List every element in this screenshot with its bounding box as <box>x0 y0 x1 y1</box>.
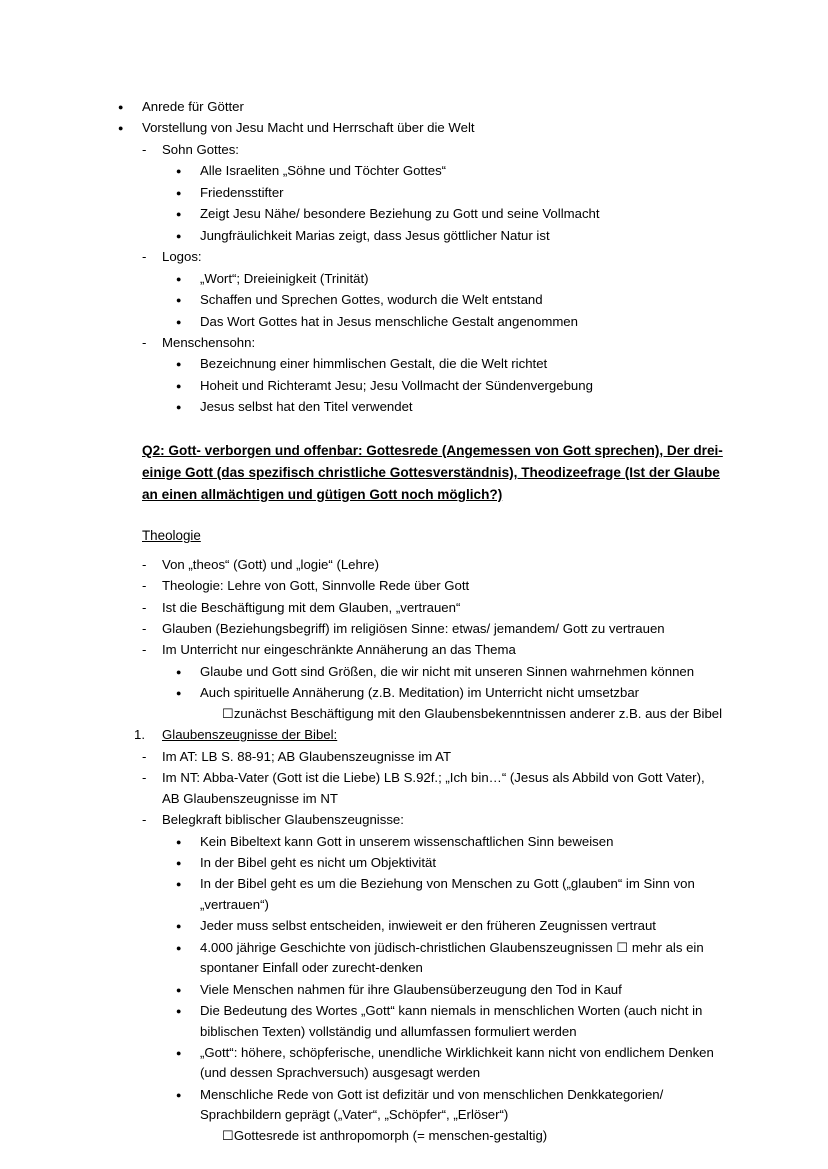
list-item-belegkraft <box>104 810 724 1146</box>
group-sohn-gottes <box>104 140 724 246</box>
list-item: - Von „theos“ (Gott) und „logie“ (Lehre) <box>104 555 724 575</box>
list-item: ● Vorstellung von Jesu Macht und Herrschaft über die Welt <box>104 118 724 138</box>
group-menschensohn <box>104 333 724 418</box>
group-bullets <box>162 269 724 332</box>
group-label: Menschensohn: <box>162 334 256 350</box>
section-title-theologie: Theologie <box>142 527 201 543</box>
top-leading-bullets <box>104 97 724 139</box>
list-item: ● In der Bibel geht es um die Beziehung von Menschen zu Gott („glauben“ im Sinn von „vertrauen“) <box>162 874 724 915</box>
list-item: ● „Gott“: höhere, schöpferische, unendliche Wirklichkeit kann nicht von endlichem Denken (und dessen Sprachversuch) ausgesagt werden <box>162 1043 724 1084</box>
list-item-label: Menschliche Rede von Gott ist defizitär und von menschlichen Denkkategorien/ Sprachbildern geprägt („Vater“, „Schöpfer“, „Erlöser“) <box>200 1086 664 1123</box>
list-item: ● Das Wort Gottes hat in Jesus menschliche Gestalt angenommen <box>162 312 724 332</box>
list-item-label: Im Unterricht nur eingeschränkte Annäherung an das Thema <box>162 642 516 658</box>
list-item-label: Auch spirituelle Annäherung (z.B. Meditation) im Unterricht nicht umsetzbar <box>200 685 640 701</box>
list-item: - Glauben (Beziehungsbegriff) im religiösen Sinne: etwas/ jemandem/ Gott zu vertrauen <box>104 619 724 639</box>
top-section-groups <box>104 140 724 418</box>
q2-heading: Q2: Gott- verborgen und offenbar: Gottesrede (Angemessen von Gott sprechen), Der drei-einige Gott (das spezifisch christliche Gottesverständnis), Theodizeefrage (Ist der Glaube an einen allmächtigen und gütigen Gott noch möglich?) <box>142 442 723 502</box>
numbered-item-glaubenszeugnisse <box>104 725 724 745</box>
list-item-label: Belegkraft biblischer Glaubenszeugnisse: <box>162 812 404 828</box>
list-item: ● Die Bedeutung des Wortes „Gott“ kann niemals in menschlichen Worten (auch nicht in biblischen Texten) vollständig und allumfassen formuliert werden <box>162 1001 724 1042</box>
list-item: ● In der Bibel geht es nicht um Objektivität <box>162 853 724 873</box>
list-item: ● Jesus selbst hat den Titel verwendet <box>162 397 724 417</box>
document-body <box>104 97 724 1146</box>
list-item: - Im NT: Abba-Vater (Gott ist die Liebe) LB S.92f.; „Ich bin…“ (Jesus als Abbild von Gott Vater), AB Glaubenszeugnisse im NT <box>104 768 724 809</box>
glaubenszeugnisse-list <box>104 725 724 1146</box>
list-item <box>162 1085 724 1146</box>
list-item: - Theologie: Lehre von Gott, Sinnvolle Rede über Gott <box>104 576 724 596</box>
group-bullets <box>162 161 724 246</box>
list-item: ● Bezeichnung einer himmlischen Gestalt, die die Welt richtet <box>162 354 724 374</box>
belegkraft-bullets <box>162 832 724 1147</box>
list-item: ● 4.000 jährige Geschichte von jüdisch-christlichen Glaubenszeugnissen ☐ mehr als ein spontaner Einfall oder zurecht-denken <box>162 938 724 979</box>
group-bullets <box>162 354 724 417</box>
theologie-list <box>104 555 724 725</box>
list-item: ● Jungfräulichkeit Marias zeigt, dass Jesus göttlicher Natur ist <box>162 226 724 246</box>
theologie-sub-bullets <box>162 662 724 724</box>
list-item: ● Kein Bibeltext kann Gott in unserem wissenschaftlichen Sinn beweisen <box>162 832 724 852</box>
list-item: ● Friedensstifter <box>162 183 724 203</box>
list-item: ● Schaffen und Sprechen Gottes, wodurch die Welt entstand <box>162 290 724 310</box>
list-item: ● Viele Menschen nahmen für ihre Glaubensüberzeugung den Tod in Kauf <box>162 980 724 1000</box>
list-item: ● Glaube und Gott sind Größen, die wir nicht mit unseren Sinnen wahrnehmen können <box>162 662 724 682</box>
numbered-item-label: Glaubenszeugnisse der Bibel: <box>162 727 338 743</box>
list-item <box>162 683 724 724</box>
list-item: ● Zeigt Jesu Nähe/ besondere Beziehung zu Gott und seine Vollmacht <box>162 204 724 224</box>
group-label: Logos: <box>162 249 202 265</box>
list-item: - Ist die Beschäftigung mit dem Glauben, „vertrauen“ <box>104 598 724 618</box>
sub-note-final: ☐Gottesrede ist anthropomorph (= menschen-gestaltig) <box>222 1127 548 1143</box>
list-item-with-subs <box>104 640 724 724</box>
list-item: ● Hoheit und Richteramt Jesu; Jesu Vollmacht der Sündenvergebung <box>162 376 724 396</box>
list-item: ● Alle Israeliten „Söhne und Töchter Gottes“ <box>162 161 724 181</box>
list-item: - Im AT: LB S. 88-91; AB Glaubenszeugnisse im AT <box>104 747 724 767</box>
list-item: ● „Wort“; Dreieinigkeit (Trinität) <box>162 269 724 289</box>
sub-note: ☐zunächst Beschäftigung mit den Glaubensbekenntnissen anderer z.B. aus der Bibel <box>222 705 723 721</box>
list-item: ● Anrede für Götter <box>104 97 724 117</box>
group-label: Sohn Gottes: <box>162 141 239 157</box>
group-logos <box>104 247 724 332</box>
list-item: ● Jeder muss selbst entscheiden, inwieweit er den früheren Zeugnissen vertraut <box>162 916 724 936</box>
